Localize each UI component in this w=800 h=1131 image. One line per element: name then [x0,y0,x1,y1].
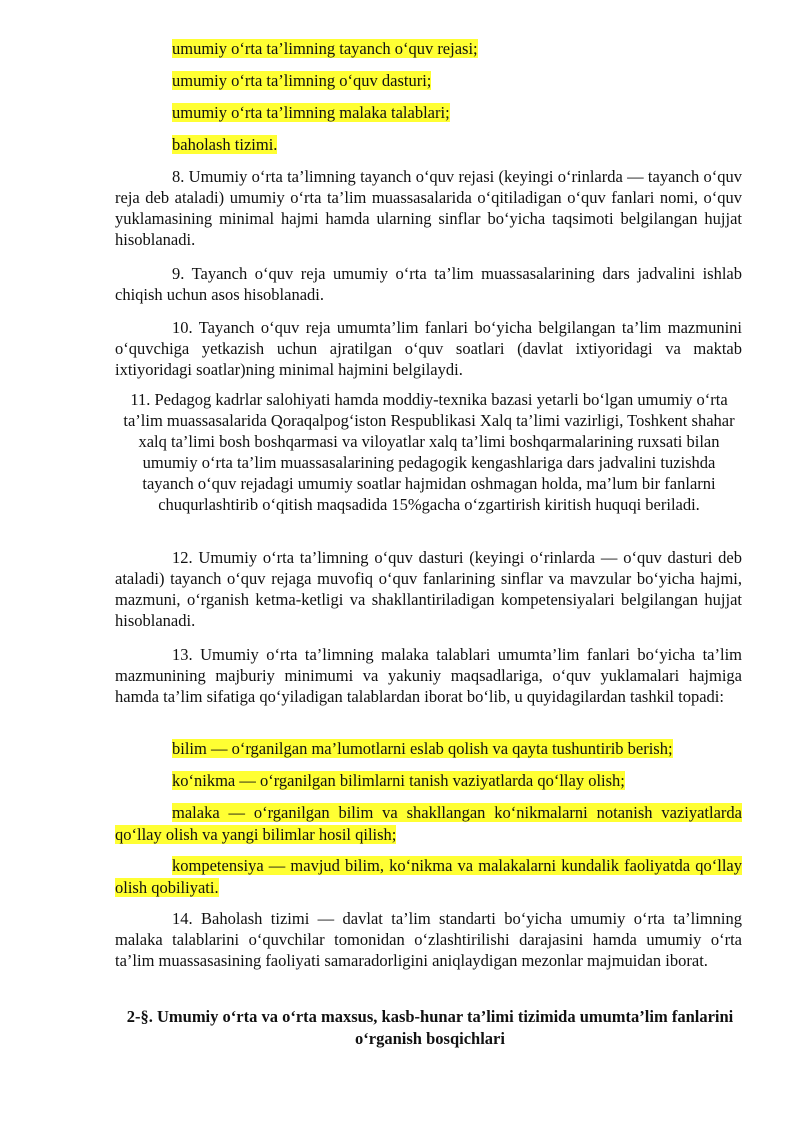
list-item [172,38,478,60]
paragraph-12: 12. Umumiy o‘rta ta’limning o‘quv dasturi (keyingi o‘rinlarda — o‘quv dasturi deb ataladi) tayanch o‘quv rejaga muvofiq o‘quv fanlarining sinflar va mavzular bo‘yicha hajmi, mazmuni, o‘rganish ketma-ketligi va shakllantiriladigan kompetensiyalari belgilangan hujjat hisoblanadi. [115,548,742,630]
paragraph-8: 8. Umumiy o‘rta ta’limning tayanch o‘quv rejasi (keyingi o‘rinlarda — tayanch o‘quv reja deb ataladi) umumiy o‘rta ta’lim muassasalarida o‘qitiladigan o‘quv fanlari nomi, o‘quv yuklamasining minimal hajmi hamda ularning sinflar bo‘yicha taqsimoti belgilangan hujjat hisoblanadi. [115,167,742,249]
paragraph-9: 9. Tayanch o‘quv reja umumiy o‘rta ta’lim muassasalarining dars jadvalini ishlab chiqish uchun asos hisoblanadi. [115,264,742,304]
highlighted-text: umumiy o‘rta ta’limning o‘quv dasturi; [172,71,432,90]
highlighted-text: bilim — o‘rganilgan ma’lumotlarni eslab qolish va qayta tushuntirib berish; [172,739,673,758]
list-item [172,134,277,156]
highlighted-text: baholash tizimi. [172,135,278,154]
paragraph-10: 10. Tayanch o‘quv reja umumta’lim fanlari bo‘yicha belgilangan ta’lim mazmunini o‘quvchiga yetkazish uchun ajratilgan o‘quv soatlari (davlat ixtiyoridagi va maktab ixtiyoridagi soatlar)ning minimal hajmini belgilaydi. [115,318,742,379]
definition-malaka [115,802,742,846]
section-heading: 2-§. Umumiy o‘rta va o‘rta maxsus, kasb-hunar ta’limi tizimida umumta’lim fanlarini o‘rganish bosqichlari [126,1007,734,1048]
paragraph-13: 13. Umumiy o‘rta ta’limning malaka talablari umumta’lim fanlari bo‘yicha ta’lim mazmunining majburiy minimumi va yakuniy maqsadlariga, o‘quv yuklamalari hajmiga hamda ta’lim sifatiga qo‘yiladigan talablardan iborat bo‘lib, u quyidagilardan tashkil topadi: [115,645,742,706]
definition-bilim [115,738,742,760]
list-item [172,102,450,124]
highlighted-text: kompetensiya — mavjud bilim, ko‘nikma va malakalarni kundalik faoliyatda qo‘llay olish qobiliyati. [115,856,742,897]
highlighted-text: malaka — o‘rganilgan bilim va shakllangan ko‘nikmalarni notanish vaziyatlarda qo‘llay olish va yangi bilimlar hosil qilish; [115,803,742,844]
list-item [172,70,431,92]
highlighted-text: umumiy o‘rta ta’limning malaka talablari; [172,103,450,122]
paragraph-14: 14. Baholash tizimi — davlat ta’lim standarti bo‘yicha umumiy o‘rta ta’limning malaka talablarini o‘quvchilar tomonidan o‘zlashtirilishi darajasini hamda umumiy o‘rta ta’lim muassasasining faoliyati samaradorligini aniqlaydigan mezonlar majmuidan iborat. [115,909,742,970]
definition-konikma [115,770,742,792]
definition-kompetensiya [115,855,742,899]
paragraph-11: 11. Pedagog kadrlar salohiyati hamda moddiy-texnika bazasi yetarli bo‘lgan umumiy o‘rta ta’lim muassasalarida Qoraqalpog‘iston Respublikasi Xalq ta’limi vazirligi, Toshkent shahar xalq ta’limi bosh boshqarmasi va viloyatlar xalq ta’limi boshqarmalarining ruxsati bilan umumiy o‘rta ta’lim muassasalarining pedagogik kengashlariga dars jadvalini tuzishda tayanch o‘quv rejadagi umumiy soatlar hajmidan oshmagan holda, ma’lum bir fanlarni chuqurlashtirib o‘qitish maqsadida 15%gacha o‘zgartirish kiritish huquqi beriladi. [123,390,735,514]
highlighted-text: umumiy o‘rta ta’limning tayanch o‘quv rejasi; [172,39,478,58]
highlighted-text: ko‘nikma — o‘rganilgan bilimlarni tanish vaziyatlarda qo‘llay olish; [172,771,625,790]
